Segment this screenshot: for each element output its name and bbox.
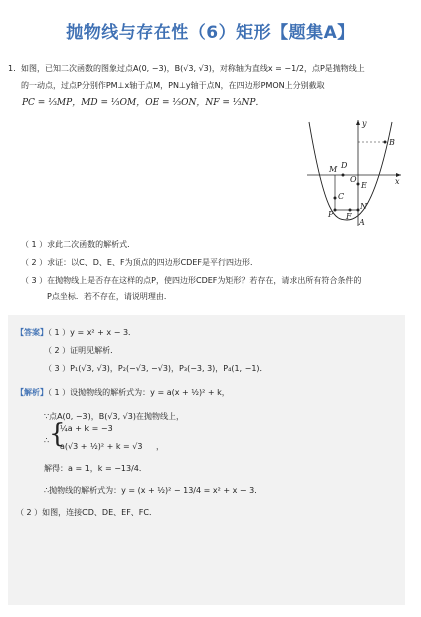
point-d — [342, 174, 345, 177]
label-m: M — [329, 165, 338, 174]
system-brace: { — [49, 419, 66, 449]
solution-system-suffix: ， — [156, 442, 164, 451]
solution-step-4: 解得：a = 1，k = −13/4． — [44, 464, 147, 473]
solution-tag: 【解析】 — [16, 388, 48, 397]
label-x: x — [395, 177, 400, 186]
label-f: F — [346, 212, 352, 221]
solution-step-6: （ 2 ）如图，连接CD、DE、EF、FC． — [16, 508, 157, 517]
question-3-line-2: P点坐标．若不存在，请说明理由． — [47, 292, 172, 301]
label-o: O — [350, 175, 357, 184]
label-p: P — [328, 210, 334, 219]
parabola-figure — [295, 118, 405, 228]
answer-1: （ 1 ）y = x² + x − 3． — [48, 328, 137, 337]
solution-step-1: （ 1 ）设抛物线的解析式为：y = a(x + ½)² + k， — [48, 388, 230, 397]
question-2: （ 2 ）求证：以C、D、E、F为顶点的四边形CDEF是平行四边形． — [21, 258, 258, 267]
page-title: 抛物线与存在性（6）矩形【题集A】 — [66, 23, 355, 43]
label-b: B — [389, 138, 395, 147]
y-axis-arrow — [356, 120, 360, 125]
solution-system-prefix: ∴ — [44, 436, 50, 445]
solution-step-5: ∴抛物线的解析式为：y = (x + ½)² − 13/4 = x² + x − 3． — [44, 486, 263, 495]
problem-formula: PC = ⅓MP，MD = ⅓OM，OE = ⅓ON，NF = ⅓NP． — [22, 98, 265, 108]
label-d: D — [341, 161, 348, 170]
point-b — [384, 141, 387, 144]
label-n: N — [360, 202, 367, 211]
label-c: C — [338, 192, 345, 201]
point-p — [334, 209, 337, 212]
answer-tag: 【答案】 — [16, 328, 48, 337]
solution-step-2: ∵点A(0, −3)，B(√3, √3)在抛物线上， — [44, 412, 184, 421]
point-c — [334, 197, 337, 200]
label-y: y — [362, 119, 367, 128]
question-3-line-1: （ 3 ）在抛物线上是否存在这样的点P，使四边形CDEF为矩形？若存在，请求出所有符合条件的 — [21, 276, 362, 285]
answer-3: （ 3 ）P₁(√3, √3)，P₂(−√3, −√3)，P₃(−3, 3)，P₄(1, −1)． — [44, 364, 268, 373]
solution-system-eq-2: a(√3 + ½)² + k = √3 — [60, 442, 143, 451]
answer-panel — [8, 315, 405, 605]
solution-system-eq-1: ¼a + k = −3 — [60, 424, 113, 433]
label-e: E — [361, 181, 367, 190]
point-e — [357, 183, 360, 186]
answer-2: （ 2 ）证明见解析． — [44, 346, 119, 355]
problem-line-1: 如图，已知二次函数的图象过点A(0, −3)，B(√3, √3)，对称轴为直线x = −1/2，点P是抛物线上 — [21, 64, 365, 73]
parabola-curve — [309, 122, 392, 220]
problem-number: 1. — [8, 64, 16, 73]
problem-line-2: 的一动点，过点P分别作PM⊥x轴于点M，PN⊥y轴于点N，在四边形PMON上分别截取 — [21, 81, 325, 90]
label-a: A — [359, 218, 365, 227]
question-1: （ 1 ）求此二次函数的解析式． — [21, 240, 136, 249]
